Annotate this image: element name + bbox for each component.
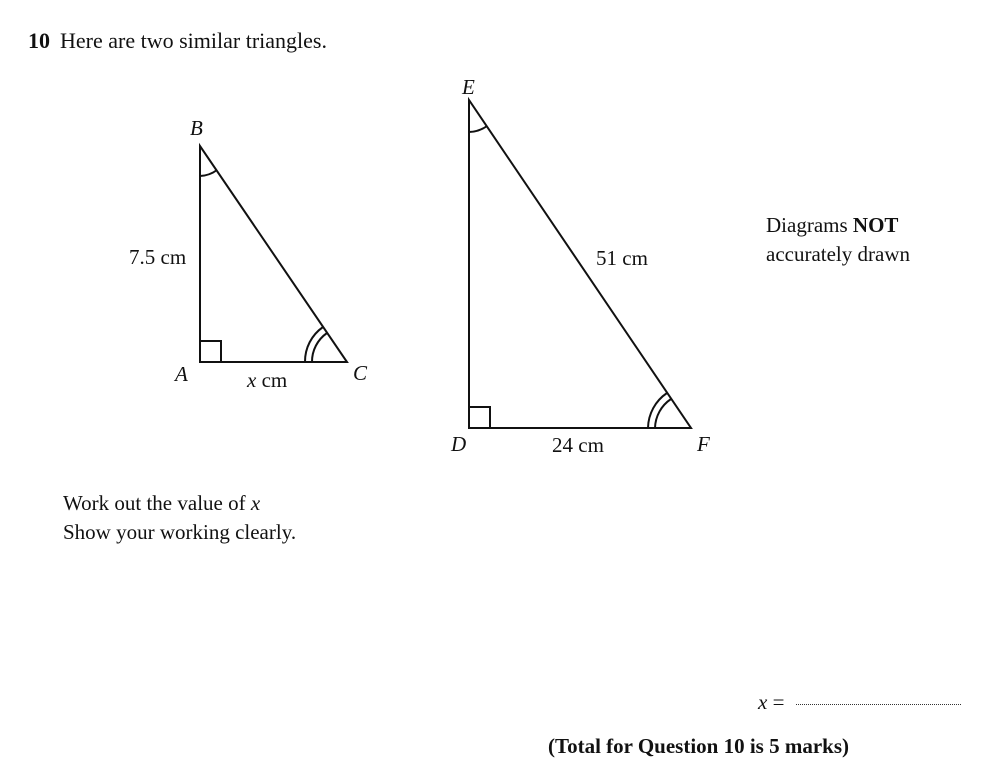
side-label-df: 24 cm	[552, 433, 604, 457]
vertex-label-d: D	[451, 432, 467, 456]
right-angle-marker-d	[469, 407, 490, 428]
side-label-ac: x cm	[247, 368, 288, 392]
diagram-note-line1	[766, 211, 910, 240]
diagram-note-emphasis: NOT	[852, 213, 899, 237]
vertex-label-e: E	[462, 75, 475, 99]
triangle-abc	[200, 146, 347, 362]
answer-variable: x	[758, 690, 768, 714]
instruction-line2: Show your working clearly.	[63, 520, 297, 544]
total-marks: (Total for Question 10 is 5 marks)	[548, 734, 850, 758]
diagram-note-line2: accurately drawn	[766, 242, 910, 266]
instruction-variable: x	[250, 491, 261, 515]
instruction-line1	[63, 489, 296, 518]
side-label-ef: 51 cm	[596, 246, 648, 270]
triangle-def	[469, 100, 691, 428]
answer-line	[758, 690, 961, 715]
vertex-label-b: B	[190, 116, 203, 140]
diagram-note-prefix: Diagrams	[766, 213, 853, 237]
diagram-note	[766, 211, 910, 269]
angle-marker-c-outer	[305, 327, 323, 362]
instructions	[63, 489, 296, 547]
right-angle-marker-a	[200, 341, 221, 362]
side-label-ab: 7.5 cm	[129, 245, 187, 269]
vertex-label-a: A	[175, 362, 188, 386]
vertex-label-f: F	[697, 432, 710, 456]
angle-marker-e	[469, 126, 487, 132]
angle-marker-c-inner	[312, 333, 327, 362]
angle-marker-f-outer	[648, 393, 667, 428]
vertex-label-c: C	[353, 361, 368, 385]
answer-equals: =	[767, 690, 785, 714]
angle-marker-b	[200, 170, 217, 176]
answer-input[interactable]	[796, 704, 961, 705]
question-text: Here are two similar triangles.	[60, 28, 327, 53]
question-number: 10	[28, 28, 50, 53]
instruction-line1-text: Work out the value of	[63, 491, 251, 515]
